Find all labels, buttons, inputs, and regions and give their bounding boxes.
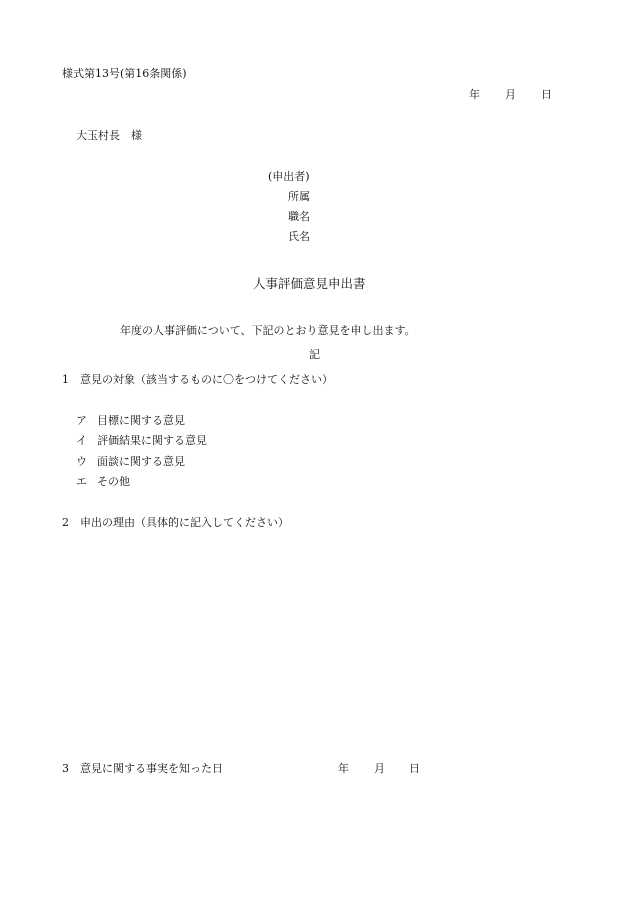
option-mark-i: イ <box>76 434 87 447</box>
applicant-heading: (申出者) <box>268 170 310 183</box>
header-date-day: 日 <box>541 88 552 101</box>
section3-date-year: 年 <box>338 762 349 775</box>
document-title: 人事評価意見申出書 <box>253 276 366 291</box>
option-mark-e: エ <box>76 475 87 488</box>
applicant-name-label: 氏名 <box>288 230 310 243</box>
option-label-e: その他 <box>97 475 130 488</box>
option-mark-u: ウ <box>76 455 87 468</box>
section1-heading: 1 意見の対象（該当するものに〇をつけてください） <box>62 373 333 386</box>
applicant-affiliation-label: 所属 <box>288 190 310 203</box>
header-date-month: 月 <box>505 88 516 101</box>
option-label-i: 評価結果に関する意見 <box>97 434 207 447</box>
addressee: 大玉村長 様 <box>76 129 142 142</box>
form-number: 様式第13号(第16条関係) <box>62 67 187 80</box>
reason-blank-area[interactable] <box>62 540 568 750</box>
option-label-u: 面談に関する意見 <box>97 455 185 468</box>
intro-text: 年度の人事評価について、下記のとおり意見を申し出ます。 <box>120 324 416 337</box>
option-mark-a: ア <box>76 414 87 427</box>
section2-heading: 2 申出の理由（具体的に記入してください） <box>62 516 289 529</box>
section3-date-month: 月 <box>374 762 385 775</box>
ki-label: 記 <box>309 348 320 361</box>
header-date-year: 年 <box>469 88 480 101</box>
applicant-position-label: 職名 <box>288 210 310 223</box>
option-label-a: 目標に関する意見 <box>97 414 185 427</box>
section3-heading: 3 意見に関する事実を知った日 <box>62 762 223 775</box>
section3-date-day: 日 <box>409 762 420 775</box>
